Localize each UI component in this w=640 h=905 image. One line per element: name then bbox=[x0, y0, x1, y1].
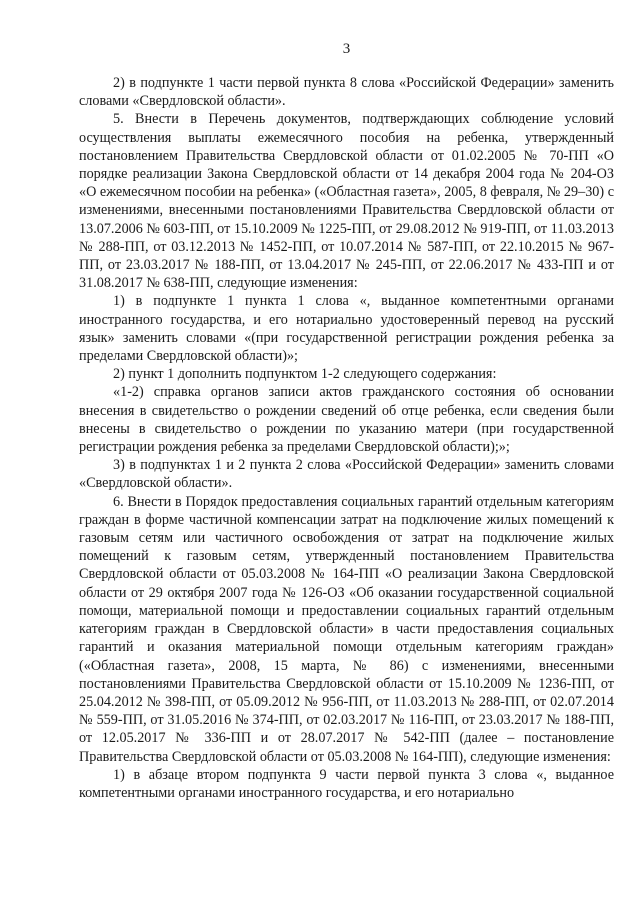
paragraph-section-6: 6. Внести в Порядок предоставления социальных гарантий отдельным категориям граждан в форме частичной компенсации затрат на подключение жилых помещений к газовым сетям или частичного освобождения от затрат на подключение жилых помещений к газовым сетям, утвержденный постановлением Правительства Свердловской области от 05.03.2008 № 164-ПП «О реализации Закона Свердловской области от 29 октября 2007 года № 126-ОЗ «Об оказании государственной социальной помощи, материальной помощи и предоставлении социальных гарантий отдельным категориям граждан в Свердловской области» в части предоставления социальных гарантий и оказания материальной помощи отдельным категориям граждан» («Областная газета», 2008, 15 марта, № 86) с изменениями, внесенными постановлениями Правительства Свердловской области от 15.10.2009 № 1236-ПП, от 25.04.2012 № 398-ПП, от 05.09.2012 № 956-ПП, от 11.03.2013 № 288-ПП, от 02.07.2014 № 559-ПП, от 31.05.2016 № 374-ПП, от 02.03.2017 № 116-ПП, от 23.03.2017 № 188-ПП, от 12.05.2017 № 336-ПП и от 28.07.2017 № 542-ПП (далее – постановление Правительства Свердловской области от 05.03.2008 № 164-ПП), следующие изменения: bbox=[79, 493, 614, 765]
document-body bbox=[79, 74, 614, 802]
paragraph-section-5-item-3: 3) в подпунктах 1 и 2 пункта 2 слова «Российской Федерации» заменить словами «Свердловской области». bbox=[79, 457, 614, 492]
paragraph-section-5-item-2: 2) пункт 1 дополнить подпунктом 1-2 следующего содержания: bbox=[113, 366, 497, 383]
paragraph-section-5: 5. Внести в Перечень документов, подтверждающих соблюдение условий осуществления выплаты ежемесячного пособия на ребенка, утвержденный постановлением Правительства Свердловской области от 01.02.2005 № 70-ПП «О порядке реализации Закона Свердловской области от 14 декабря 2004 года № 204-ОЗ «О ежемесячном пособии на ребенка» («Областная газета», 2005, 8 февраля, № 29–30) с изменениями, внесенными постановлениями Правительства Свердловской области от 13.07.2006 № 603-ПП, от 15.10.2009 № 1225-ПП, от 29.08.2012 № 919-ПП, от 11.03.2013 № 288-ПП, от 03.12.2013 № 1452-ПП, от 10.07.2014 № 587-ПП, от 22.10.2015 № 967-ПП, от 23.03.2017 № 188-ПП, от 13.04.2017 № 245-ПП, от 22.06.2017 № 433-ПП и от 31.08.2017 № 638-ПП, следующие изменения: bbox=[79, 111, 614, 292]
paragraph-section-5-item-1: 1) в подпункте 1 пункта 1 слова «, выданное компетентными органами иностранного государства, и его нотариально удостоверенный перевод на русский язык» заменить словами «(при государственной регистрации рождения ребенка за пределами Свердловской области)»; bbox=[79, 293, 614, 365]
paragraph-item-2-p8: 2) в подпункте 1 части первой пункта 8 слова «Российской Федерации» заменить словами «Свердловской области». bbox=[79, 75, 614, 110]
document-page bbox=[79, 0, 614, 905]
page-number: 3 bbox=[342, 41, 351, 57]
paragraph-section-6-item-1: 1) в абзаце втором подпункта 9 части первой пункта 3 слова «, выданное компетентными органами иностранного государства, и его нотариально bbox=[79, 766, 614, 801]
paragraph-section-5-subitem-1-2: «1-2) справка органов записи актов гражданского состояния об основании внесения в свидетельство о рождении сведений об отце ребенка, если сведения были внесены в свидетельство о рождении по указанию матери (при государственной регистрации рождения ребенка за пределами Свердловской области);»; bbox=[79, 384, 614, 456]
